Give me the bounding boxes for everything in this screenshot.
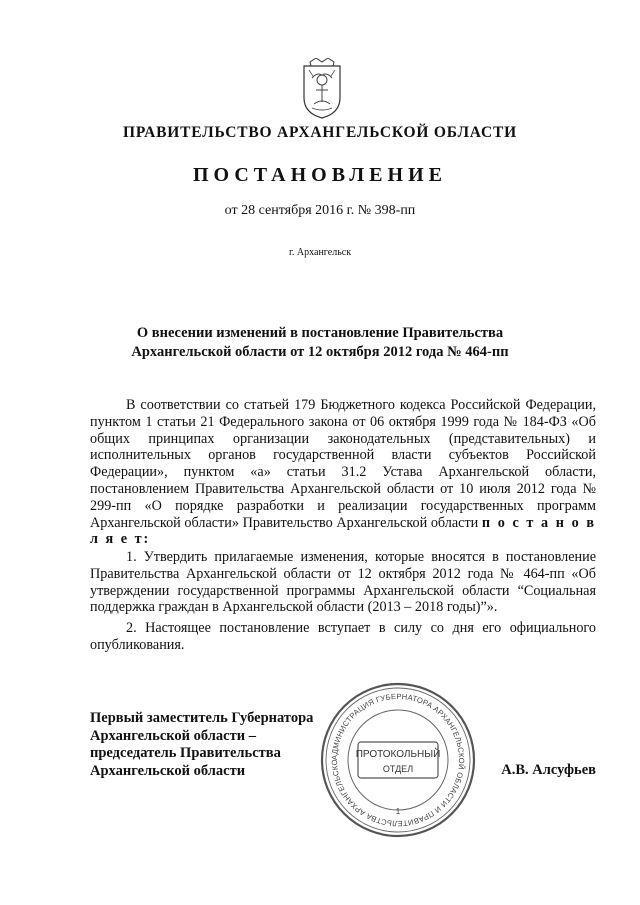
position-line-3: председатель Правительства bbox=[90, 745, 281, 761]
position-line-2: Архангельской области – bbox=[90, 727, 256, 744]
position-line-4: Архангельской области bbox=[90, 762, 246, 779]
document-type: ПОСТАНОВЛЕНИЕ bbox=[193, 164, 447, 186]
subject-title bbox=[0, 324, 640, 362]
preamble-text: В соответствии со статьей 179 Бюджетного кодекса Российской Федерации, пунктом 1 статьи 21 Федерального закона от 06 октября 1999 года № 184-ФЗ «Об общих принципах организации законодательных (представительных) и исполнительных органов государственной власти субъектов Российской Федерации», пунктом «а» статьи 31.2 Устава Архангельской области, постановлением Правительства Архангельской области от 10 июля 2012 года № 299-пп «О порядке разработки и реализации государственных программ Архангельской области» Правительство Архангельской области bbox=[90, 397, 596, 531]
seal-ring-text: АДМИНИСТРАЦИЯ ГУБЕРНАТОРА АРХАНГЕЛЬСКОЙ ОБЛАСТИ И ПРАВИТЕЛЬСТВА АРХАНГЕЛЬСКО bbox=[329, 691, 467, 829]
city: г. Архангельск bbox=[288, 247, 352, 258]
government-name: ПРАВИТЕЛЬСТВО АРХАНГЕЛЬСКОЙ ОБЛАСТИ bbox=[122, 124, 517, 141]
signatory-name: А.В. Алсуфьев bbox=[501, 762, 596, 778]
coat-of-arms-icon bbox=[300, 58, 344, 120]
seal-center-line-1: ПРОТОКОЛЬНЫЙ bbox=[355, 749, 441, 760]
subject-line-1: О внесении изменений в постановление Правительства bbox=[136, 325, 504, 341]
paragraph-1: 1. Утвердить прилагаемые изменения, которые вносятся в постановление Правительства Архангельской области от 12 октября 2012 года № 464-пп «Об утверждении государственной программы Архангельской области “Социальная поддержка граждан в Архангельской области (2013 – 2018 годы)”». bbox=[90, 549, 596, 616]
date-number: от 28 сентября 2016 г. № 398-пп bbox=[224, 203, 416, 218]
seal-number: 1 bbox=[395, 807, 401, 816]
paragraph-preamble bbox=[90, 397, 596, 548]
paragraph-2: 2. Настоящее постановление вступает в силу со дня его официального опубликования. bbox=[90, 620, 596, 653]
resolves-word: п о с т а н о в л я е т: bbox=[90, 514, 597, 548]
subject-line-2: Архангельской области от 12 октября 2012 года № 464-пп bbox=[131, 344, 509, 360]
seal-stamp bbox=[318, 680, 478, 840]
position-line-1: Первый заместитель Губернатора bbox=[90, 710, 314, 726]
signatory-position bbox=[90, 710, 313, 780]
seal-center-line-2: ОТДЕЛ bbox=[382, 764, 414, 774]
